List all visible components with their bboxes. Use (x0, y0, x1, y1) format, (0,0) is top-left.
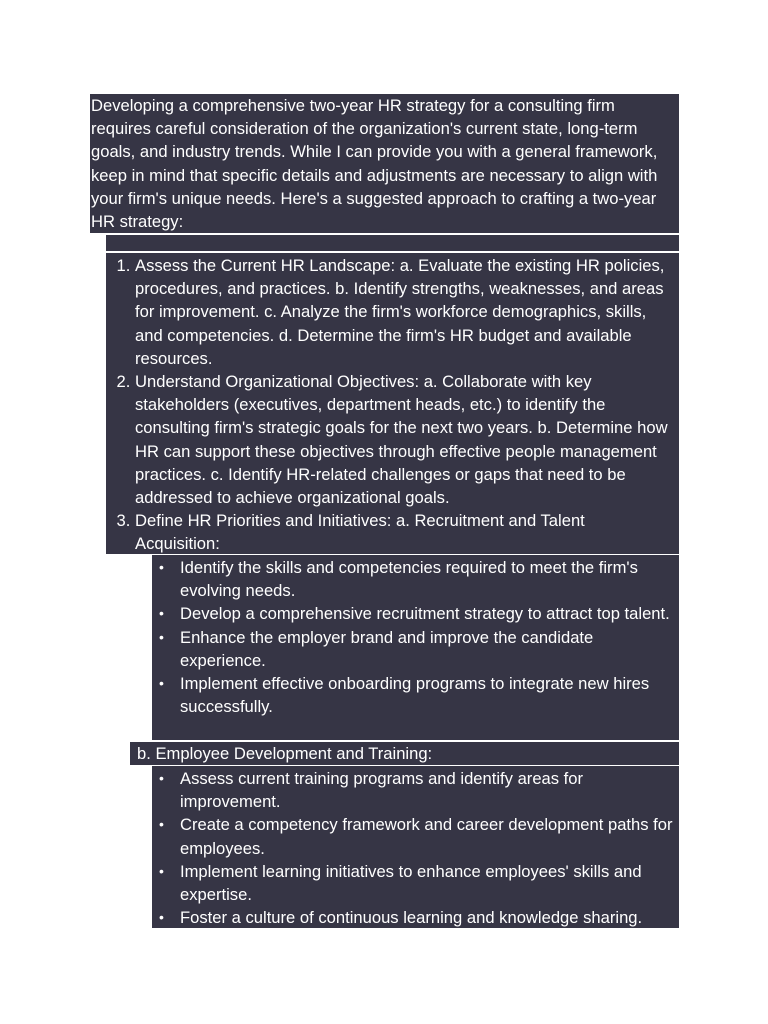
recruitment-bullets (152, 555, 679, 740)
list-item: • Assess current training programs and identify areas for improvement. (180, 767, 673, 813)
list-item: 1. Assess the Current HR Landscape: a. Evaluate the existing HR policies, procedures, and practices. b. Identify strengths, weaknesses, and areas for improvement. c. Analyze the firm's workforce demographics, skills, and competencies. d. Determine the firm's HR budget and available resources. (135, 254, 671, 370)
list-item: • Implement effective onboarding programs to integrate new hires successfully. (180, 672, 673, 718)
list-item: 3. Define HR Priorities and Initiatives: a. Recruitment and Talent Acquisition: (135, 509, 671, 555)
list-item: • Foster a culture of continuous learning and knowledge sharing. (180, 906, 673, 929)
development-bullets (152, 766, 679, 928)
list-item: • Identify the skills and competencies required to meet the firm's evolving needs. (180, 556, 673, 602)
list-item: • Create a competency framework and career development paths for employees. (180, 813, 673, 859)
list-item: • Implement learning initiatives to enhance employees' skills and expertise. (180, 860, 673, 906)
list-item: 2. Understand Organizational Objectives: a. Collaborate with key stakeholders (executives, department heads, etc.) to identify the consulting firm's strategic goals for the next two years. b. Determine how HR can support these objectives through effective people management practices. c. Identify HR-related challenges or gaps that need to be addressed to achieve organizational goals. (135, 370, 671, 509)
bullet-list (152, 767, 673, 929)
list-item: • Develop a comprehensive recruitment strategy to attract top talent. (180, 602, 673, 625)
intro-paragraph: Developing a comprehensive two-year HR strategy for a consulting firm requires careful consideration of the organization's current state, long-term goals, and industry trends. While I can provide you with a general framework, keep in mind that specific details and adjustments are necessary to align with your firm's unique needs. Here's a suggested approach to crafting a two-year HR strategy: (90, 94, 679, 233)
strategy-steps (106, 253, 679, 554)
bullet-list (152, 556, 673, 718)
list-item: • Enhance the employer brand and improve the candidate experience. (180, 626, 673, 672)
development-heading: b. Employee Development and Training: (128, 742, 679, 765)
blank-highlight-line (106, 235, 679, 251)
numbered-list (106, 254, 671, 556)
